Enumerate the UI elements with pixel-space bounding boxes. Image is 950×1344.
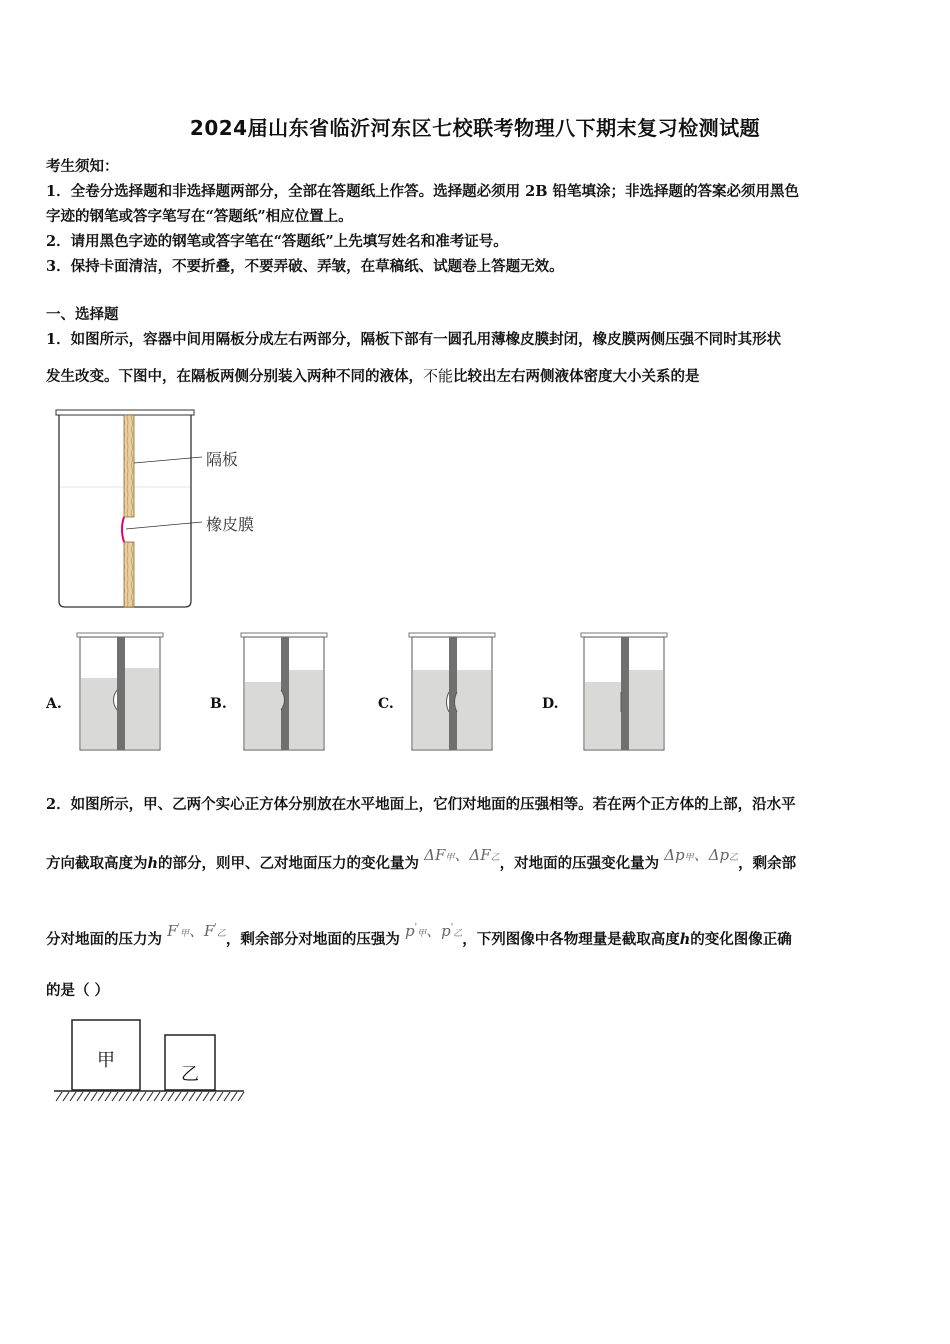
question-2-line-4: 的是（ ） xyxy=(46,982,110,999)
label-membrane: 橡皮膜 xyxy=(206,515,255,534)
question-1-line-2 xyxy=(46,365,700,386)
remaining-pressure-symbols xyxy=(405,922,462,940)
question-2-line-2 xyxy=(46,846,797,873)
p-jia: p xyxy=(404,922,415,940)
sub-yi: 乙 xyxy=(453,929,463,939)
container-diagram xyxy=(50,405,310,615)
question-2-line-3 xyxy=(46,922,792,949)
prime: ' xyxy=(214,923,217,933)
q2-text-b: 的部分，则甲、乙对地面压力的变化量为 xyxy=(158,855,420,872)
q2-h: h xyxy=(147,855,159,872)
option-c-label: C. xyxy=(378,696,394,712)
delta-f-yi: ΔF xyxy=(469,846,491,864)
separator: 、 xyxy=(693,846,709,864)
page-title: 2024届山东省临沂河东区七校联考物理八下期末复习检测试题 xyxy=(189,116,761,140)
option-c-beaker[interactable] xyxy=(406,630,498,754)
question-1-line-1: 1．如图所示，容器中间用隔板分成左右两部分，隔板下部有一圆孔用薄橡皮膜封闭，橡皮膜两侧压强不同时其形状 xyxy=(46,331,782,348)
section-heading: 一、选择题 xyxy=(46,306,119,323)
sub-yi: 乙 xyxy=(729,853,739,863)
delta-p-yi: Δp xyxy=(708,846,730,864)
option-a-label: A. xyxy=(46,696,62,712)
container-rim xyxy=(56,410,194,415)
label-partition: 隔板 xyxy=(206,450,239,469)
notice-heading: 考生须知： xyxy=(46,158,119,175)
q1-text-a: 发生改变。下图中，在隔板两侧分别装入两种不同的液体， xyxy=(46,368,423,385)
notice-item-1-cont: 字迹的钢笔或答字笔写在“答题纸”相应位置上。 xyxy=(46,208,353,225)
prime: ' xyxy=(177,923,180,933)
sub-yi: 乙 xyxy=(216,929,226,939)
prime: ' xyxy=(450,923,454,933)
prime: ' xyxy=(414,923,418,933)
q1-text-c: 比较出左右两侧液体密度大小关系的是 xyxy=(453,368,700,385)
delta-f-jia: ΔF xyxy=(424,846,446,864)
partition-pointer xyxy=(134,457,202,463)
q2-h: h xyxy=(679,931,691,948)
option-b-label: B. xyxy=(210,696,227,712)
cube-yi-label: 乙 xyxy=(181,1064,199,1085)
q2-text-3b: ，剩余部分对地面的压强为 xyxy=(225,931,400,948)
sub-jia: 甲 xyxy=(445,853,455,863)
separator: 、 xyxy=(454,846,470,864)
q2-text-d: ，剩余部 xyxy=(738,855,797,872)
separator: 、 xyxy=(426,922,442,940)
partition-upper xyxy=(124,415,134,517)
p-yi: p xyxy=(441,922,451,940)
q2-text-3d: 的变化图像正确 xyxy=(690,931,792,948)
rubber-membrane xyxy=(122,517,124,542)
f-yi: F xyxy=(204,922,215,940)
question-2-line-1: 2．如图所示，甲、乙两个实心正方体分别放在水平地面上，它们对地面的压强相等。若在两个正方体的上部，沿水平 xyxy=(46,796,796,813)
cube-jia-label: 甲 xyxy=(97,1050,115,1071)
delta-p-symbols xyxy=(664,846,738,864)
f-jia: F xyxy=(167,922,178,940)
q1-emphasis-cannot: 不能 xyxy=(423,367,454,385)
option-a-beaker[interactable] xyxy=(74,630,166,754)
sub-jia: 甲 xyxy=(179,929,189,939)
sub-jia: 甲 xyxy=(684,853,694,863)
option-b-beaker[interactable] xyxy=(238,630,330,754)
partition-lower xyxy=(124,542,134,607)
q2-text-c: ，对地面的压强变化量为 xyxy=(499,855,660,872)
option-d-beaker[interactable] xyxy=(578,630,670,754)
separator: 、 xyxy=(188,922,204,940)
ground-hatching xyxy=(56,1092,244,1101)
notice-item-2: 2．请用黑色字迹的钢笔或答字笔在“答题纸”上先填写姓名和准考证号。 xyxy=(46,233,508,250)
notice-item-1: 1．全卷分选择题和非选择题两部分，全部在答题纸上作答。选择题必须用 2B 铅笔填涂；非选择题的答案必须用黑色 xyxy=(46,183,800,200)
remaining-force-symbols xyxy=(167,922,226,940)
notice-item-3: 3．保持卡面清洁，不要折叠，不要弄破、弄皱，在草稿纸、试题卷上答题无效。 xyxy=(46,258,564,275)
sub-jia: 甲 xyxy=(417,929,427,939)
delta-p-jia: Δp xyxy=(664,846,685,864)
sub-yi: 乙 xyxy=(490,853,500,863)
option-d-label: D. xyxy=(542,696,559,712)
delta-f-symbols xyxy=(424,846,500,864)
q2-text-3a: 分对地面的压力为 xyxy=(46,931,162,948)
q2-text-a: 方向截取高度为 xyxy=(46,855,148,872)
q2-text-3c: ，下列图像中各物理量是截取高度 xyxy=(462,931,680,948)
